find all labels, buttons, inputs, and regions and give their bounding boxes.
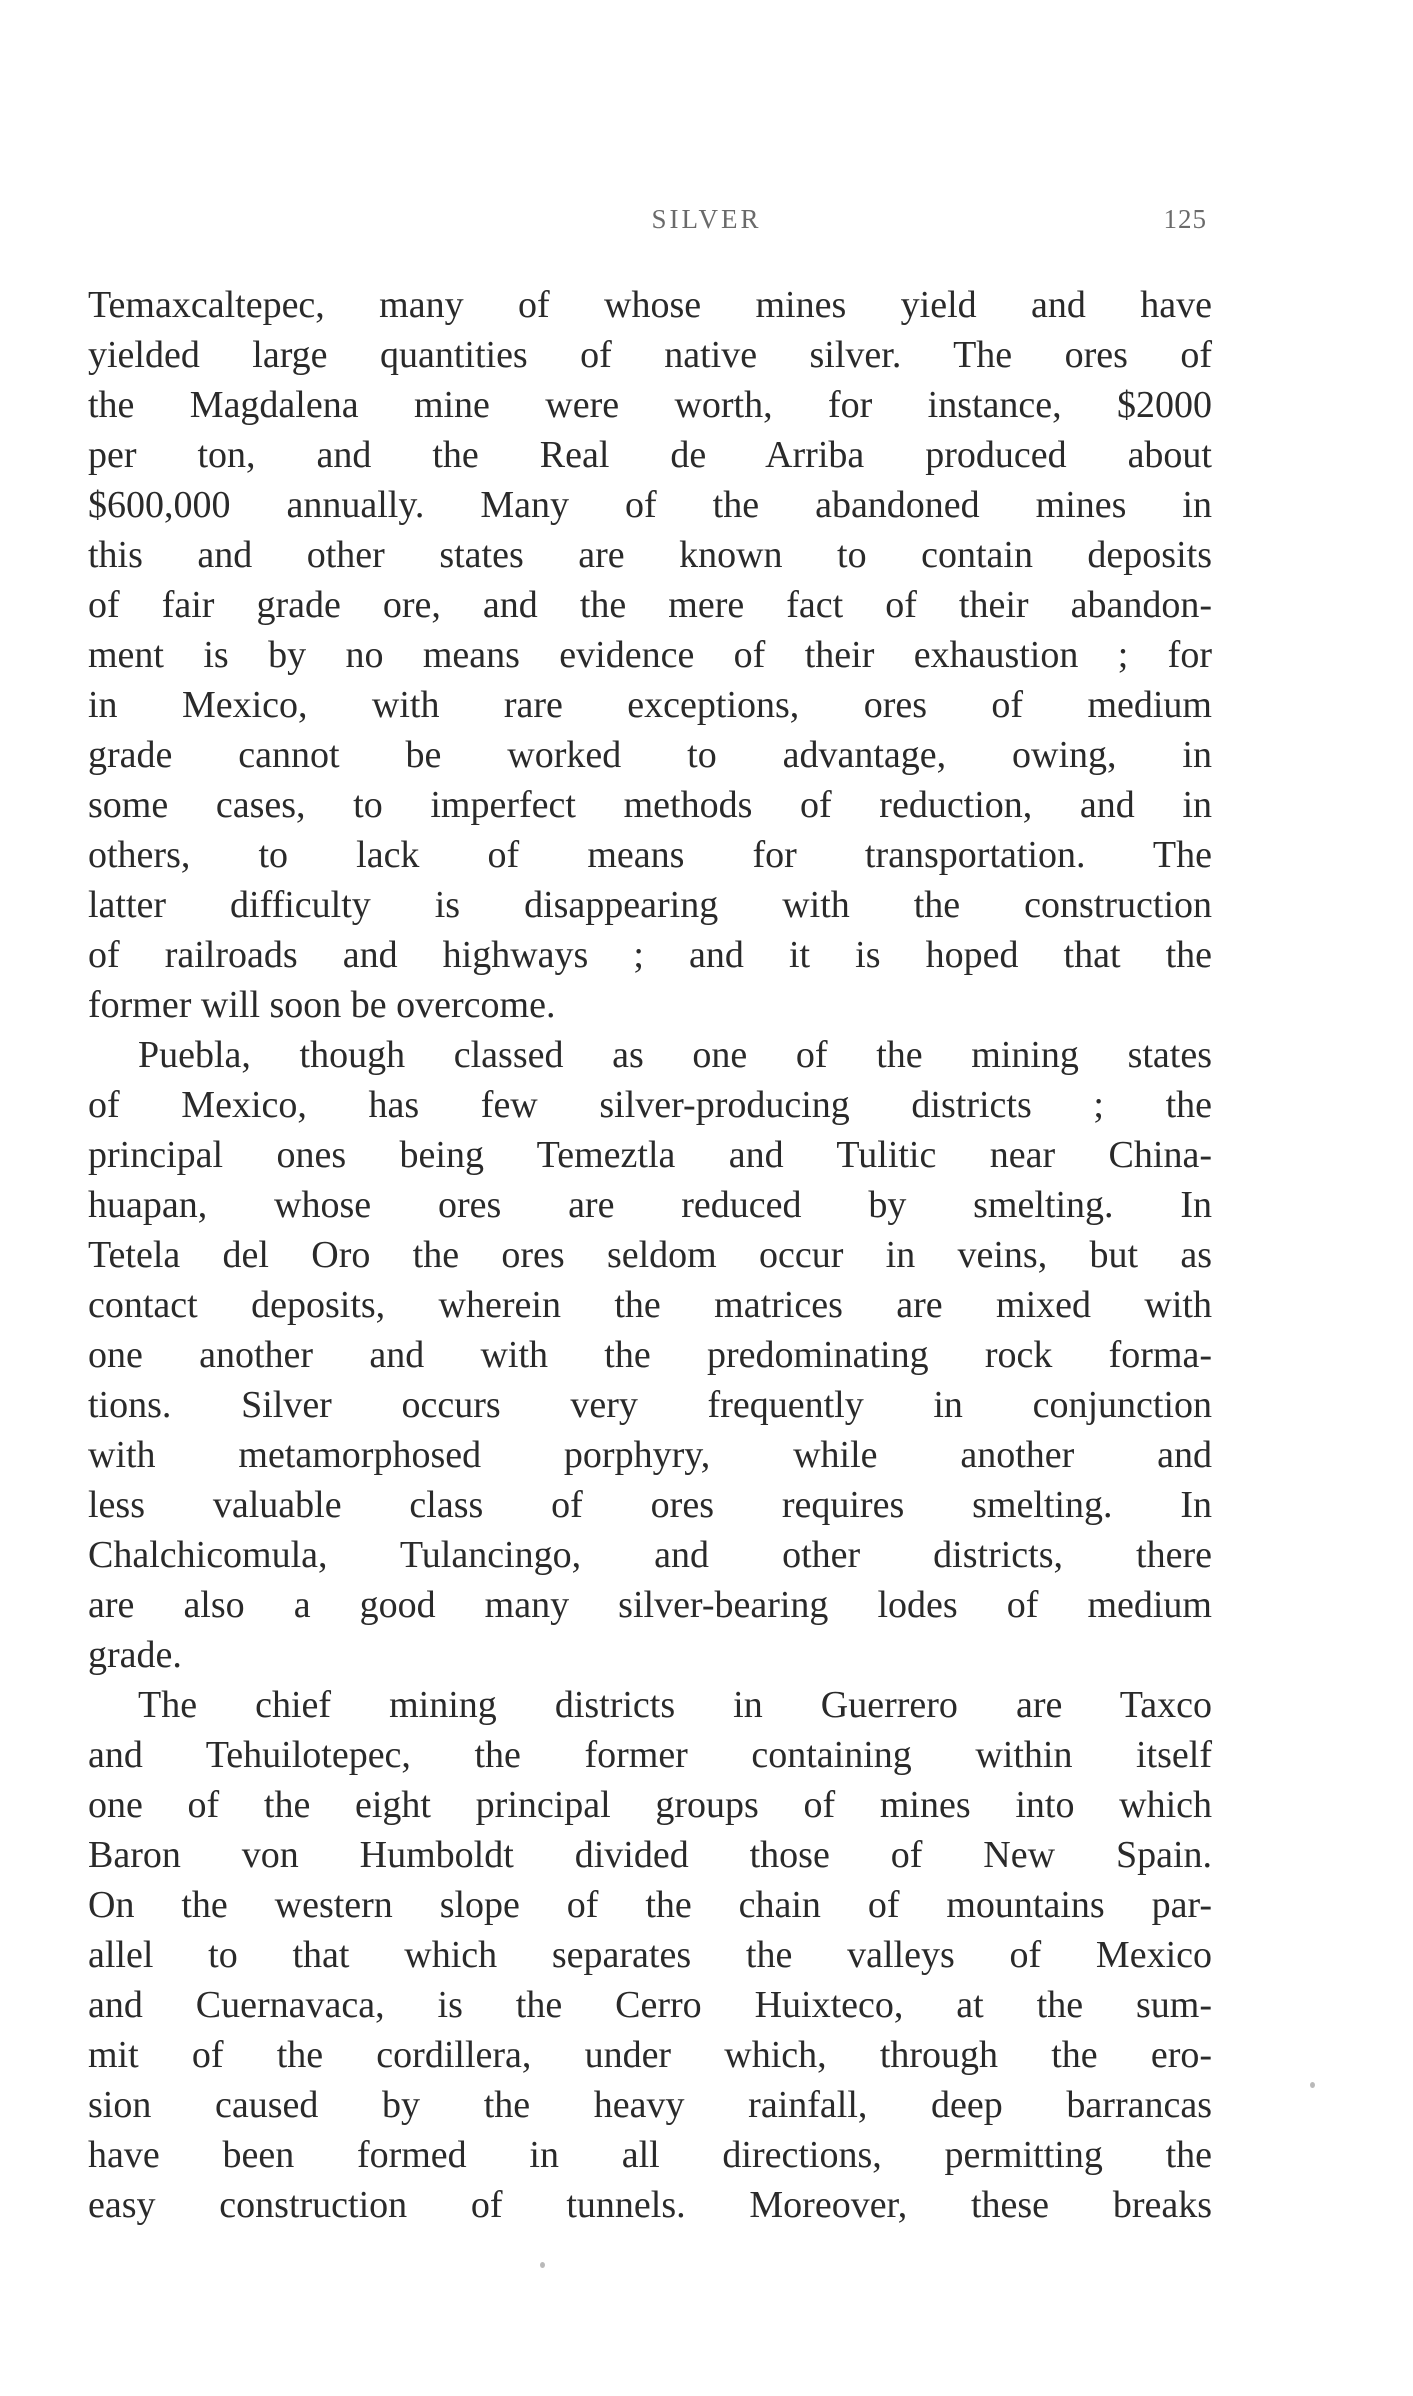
text-line: one of the eight principal groups of mines into which xyxy=(88,1784,1212,1826)
text-line: yielded large quantities of native silver. The ores of xyxy=(88,334,1212,376)
text-line: some cases, to imperfect methods of reduction, and in xyxy=(88,784,1212,826)
text-line: easy construction of tunnels. Moreover, these breaks xyxy=(88,2184,1212,2226)
text-line: less valuable class of ores requires smelting. In xyxy=(88,1484,1212,1526)
text-line: former will soon be overcome. xyxy=(88,984,556,1026)
text-line: in Mexico, with rare exceptions, ores of medium xyxy=(88,684,1212,726)
text-line: per ton, and the Real de Arriba produced about xyxy=(88,434,1212,476)
running-header xyxy=(0,204,1413,244)
page-number: 125 xyxy=(1163,204,1207,234)
text-line: tions. Silver occurs very frequently in conjunction xyxy=(88,1384,1212,1426)
text-line: others, to lack of means for transportation. The xyxy=(88,834,1212,876)
body-text xyxy=(88,280,1212,2230)
print-speck xyxy=(540,2262,545,2268)
text-line: allel to that which separates the valleys of Mexico xyxy=(88,1934,1212,1976)
text-line: latter difficulty is disappearing with the construction xyxy=(88,884,1212,926)
text-line: and Cuernavaca, is the Cerro Huixteco, at the sum- xyxy=(88,1984,1212,2026)
text-line: Baron von Humboldt divided those of New Spain. xyxy=(88,1834,1212,1876)
text-line: On the western slope of the chain of mountains par- xyxy=(88,1884,1212,1926)
text-line: Chalchicomula, Tulancingo, and other districts, there xyxy=(88,1534,1212,1576)
text-line: this and other states are known to contain deposits xyxy=(88,534,1212,576)
text-line: one another and with the predominating rock forma- xyxy=(88,1334,1212,1376)
text-line: of Mexico, has few silver-producing districts ; the xyxy=(88,1084,1212,1126)
paragraph-first-line: Puebla, though classed as one of the mining states xyxy=(138,1034,1212,1076)
text-line: grade. xyxy=(88,1634,182,1676)
paragraph-first-line: The chief mining districts in Guerrero are Taxco xyxy=(138,1684,1212,1726)
text-line: with metamorphosed porphyry, while another and xyxy=(88,1434,1212,1476)
text-line: Tetela del Oro the ores seldom occur in veins, but as xyxy=(88,1234,1212,1276)
text-line: are also a good many silver-bearing lodes of medium xyxy=(88,1584,1212,1626)
text-line: the Magdalena mine were worth, for instance, $2000 xyxy=(88,384,1212,426)
text-line: contact deposits, wherein the matrices are mixed with xyxy=(88,1284,1212,1326)
text-line: have been formed in all directions, permitting the xyxy=(88,2134,1212,2176)
text-line: ment is by no means evidence of their exhaustion ; for xyxy=(88,634,1212,676)
text-line: Temaxcaltepec, many of whose mines yield and have xyxy=(88,284,1212,326)
text-line: huapan, whose ores are reduced by smelting. In xyxy=(88,1184,1212,1226)
text-line: grade cannot be worked to advantage, owing, in xyxy=(88,734,1212,776)
text-line: of railroads and highways ; and it is hoped that the xyxy=(88,934,1212,976)
text-line: and Tehuilotepec, the former containing within itself xyxy=(88,1734,1212,1776)
print-speck xyxy=(1310,2082,1315,2088)
running-title: SILVER xyxy=(651,204,762,234)
text-line: sion caused by the heavy rainfall, deep barrancas xyxy=(88,2084,1212,2126)
text-line: of fair grade ore, and the mere fact of their abandon- xyxy=(88,584,1212,626)
text-line: $600,000 annually. Many of the abandoned mines in xyxy=(88,484,1212,526)
text-line: principal ones being Temeztla and Tulitic near China- xyxy=(88,1134,1212,1176)
text-line: mit of the cordillera, under which, through the ero- xyxy=(88,2034,1212,2076)
